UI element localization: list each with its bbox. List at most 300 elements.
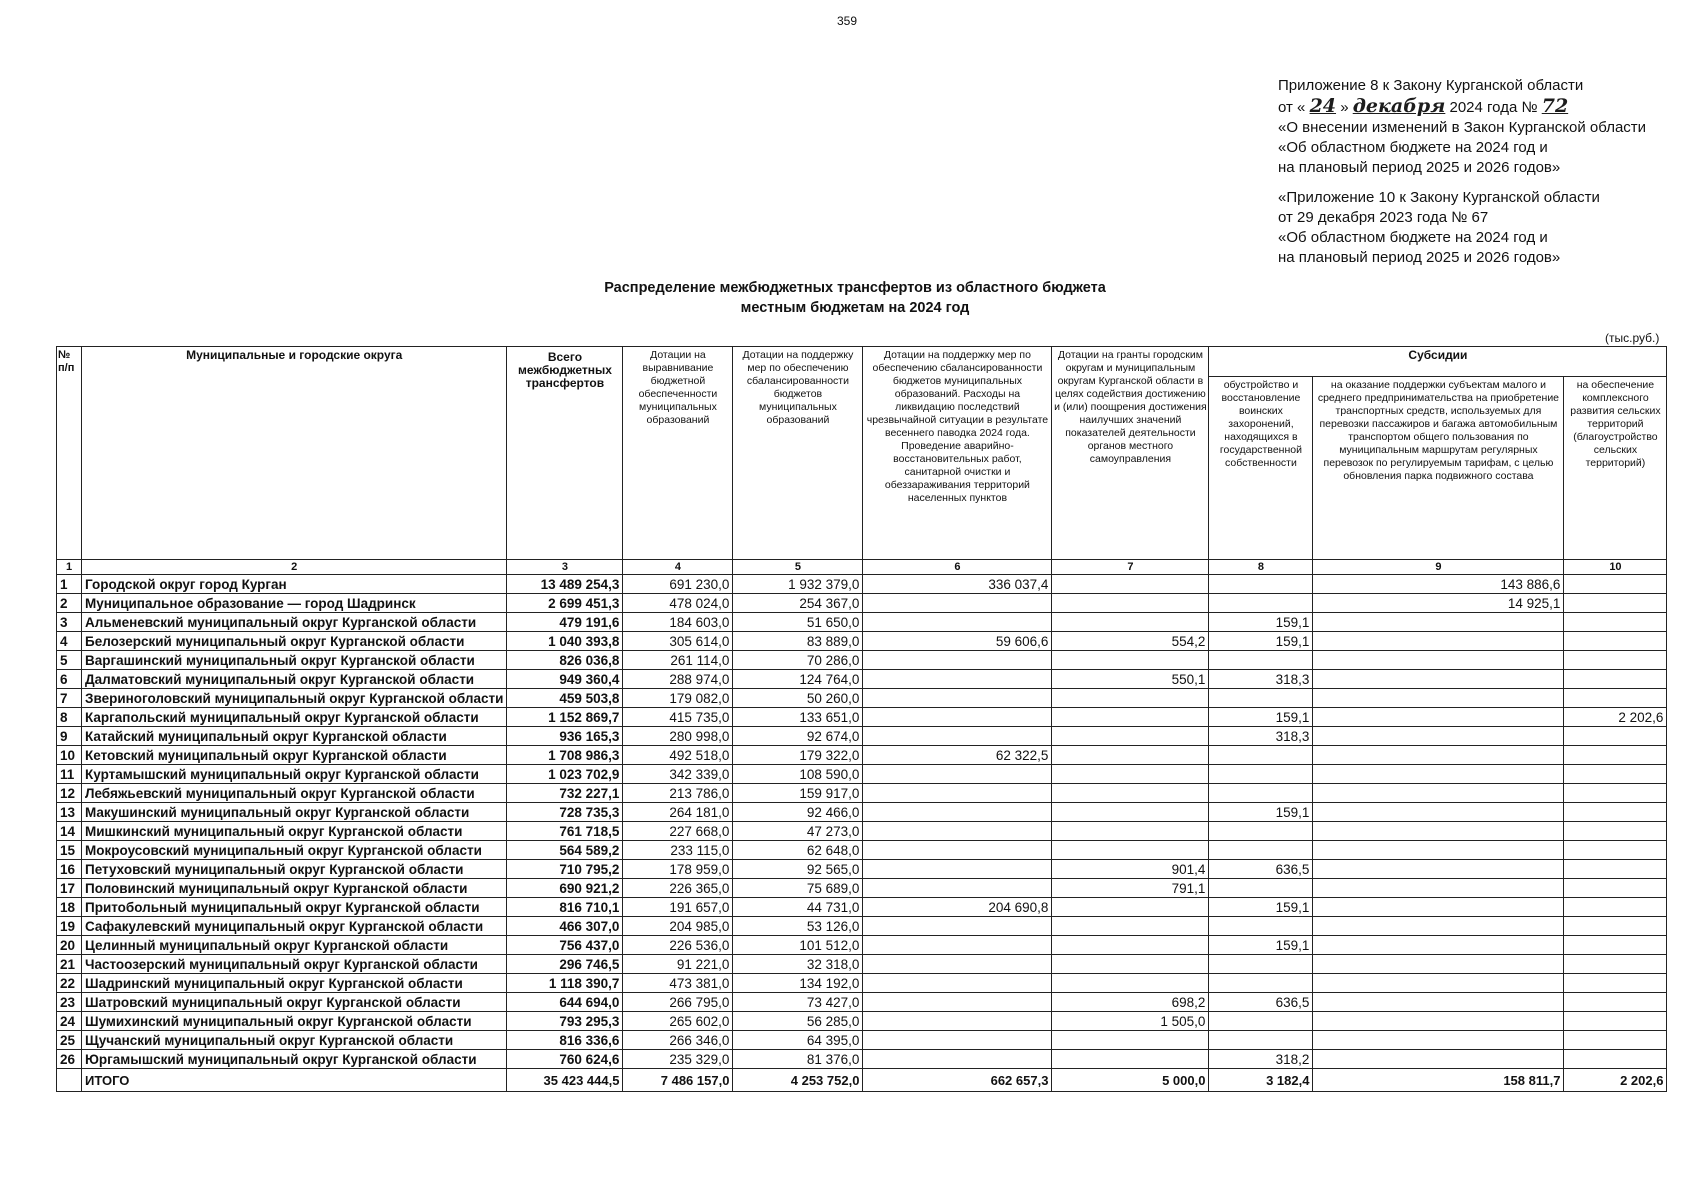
- district-name: Мокроусовский муниципальный округ Курганской области: [82, 841, 507, 860]
- district-name: Макушинский муниципальный округ Курганской области: [82, 803, 507, 822]
- table-row: [57, 594, 1667, 613]
- amount-cell: [1313, 613, 1564, 632]
- amount-cell: 473 381,0: [623, 974, 733, 993]
- district-name: Далматовский муниципальный округ Курганской области: [82, 670, 507, 689]
- appendix-line-5: на плановый период 2025 и 2026 годов»: [1278, 159, 1561, 176]
- amount-cell: [1209, 822, 1313, 841]
- row-number: 22: [57, 974, 82, 993]
- amount-cell: 134 192,0: [733, 974, 863, 993]
- col-number: 6: [863, 560, 1052, 575]
- total-transfers-cell: 826 036,8: [507, 651, 623, 670]
- total-transfers-cell: 761 718,5: [507, 822, 623, 841]
- amount-cell: [1313, 822, 1564, 841]
- row-number: 4: [57, 632, 82, 651]
- amount-cell: 81 376,0: [733, 1050, 863, 1069]
- amount-cell: [863, 993, 1052, 1012]
- amount-cell: 133 651,0: [733, 708, 863, 727]
- amount-cell: 280 998,0: [623, 727, 733, 746]
- amount-cell: [863, 822, 1052, 841]
- row-number: 6: [57, 670, 82, 689]
- header-total: Всего межбюджетных трансфертов: [507, 347, 623, 560]
- amount-cell: 636,5: [1209, 993, 1313, 1012]
- totals-cell: 3 182,4: [1209, 1069, 1313, 1092]
- district-name: Варгашинский муниципальный округ Курганской области: [82, 651, 507, 670]
- amount-cell: [1052, 955, 1209, 974]
- amount-cell: 91 221,0: [623, 955, 733, 974]
- total-transfers-cell: 1 708 986,3: [507, 746, 623, 765]
- amount-cell: 342 339,0: [623, 765, 733, 784]
- amount-cell: 318,3: [1209, 670, 1313, 689]
- amount-cell: 53 126,0: [733, 917, 863, 936]
- col-number: 1: [57, 560, 82, 575]
- appendix-line-3: «О внесении изменений в Закон Курганской области: [1278, 119, 1647, 136]
- amount-cell: [863, 917, 1052, 936]
- row-number: 20: [57, 936, 82, 955]
- district-name: Половинский муниципальный округ Курганской области: [82, 879, 507, 898]
- amount-cell: 264 181,0: [623, 803, 733, 822]
- amount-cell: 691 230,0: [623, 575, 733, 594]
- total-transfers-cell: 816 336,6: [507, 1031, 623, 1050]
- district-name: Белозерский муниципальный округ Курганской области: [82, 632, 507, 651]
- totals-cell: 2 202,6: [1564, 1069, 1667, 1092]
- amount-cell: [1313, 708, 1564, 727]
- header-col-9: на оказание поддержки субъектам малого и среднего предпринимательства на приобретение транспортных средств, используемых для перевозки пассажиров и багажа автомобильным транспортом общего пользования по муниципальным маршрутам регулярных перевозок по регулируемым тарифам, с целью обновления парка подвижного состава: [1313, 377, 1564, 560]
- row-number: 3: [57, 613, 82, 632]
- total-transfers-cell: 479 191,6: [507, 613, 623, 632]
- totals-cell: [57, 1069, 82, 1092]
- total-transfers-cell: 728 735,3: [507, 803, 623, 822]
- appendix-line-4: «Об областном бюджете на 2024 год и: [1278, 139, 1548, 156]
- table-row: [57, 936, 1667, 955]
- amount-cell: 159,1: [1209, 708, 1313, 727]
- amount-cell: [1313, 917, 1564, 936]
- amount-cell: [863, 803, 1052, 822]
- total-transfers-cell: 1 118 390,7: [507, 974, 623, 993]
- amount-cell: [1564, 993, 1667, 1012]
- amount-cell: 2 202,6: [1564, 708, 1667, 727]
- amount-cell: 492 518,0: [623, 746, 733, 765]
- amount-cell: 254 367,0: [733, 594, 863, 613]
- table-row: [57, 727, 1667, 746]
- amount-cell: [1313, 974, 1564, 993]
- row-number: 2: [57, 594, 82, 613]
- amount-cell: 178 959,0: [623, 860, 733, 879]
- amount-cell: 265 602,0: [623, 1012, 733, 1031]
- totals-cell: 35 423 444,5: [507, 1069, 623, 1092]
- amount-cell: [1209, 955, 1313, 974]
- table-row: [57, 689, 1667, 708]
- district-name: Шатровский муниципальный округ Курганской области: [82, 993, 507, 1012]
- amount-cell: [1564, 803, 1667, 822]
- amount-cell: [863, 1012, 1052, 1031]
- col-number: 3: [507, 560, 623, 575]
- table-row: [57, 670, 1667, 689]
- amount-cell: 288 974,0: [623, 670, 733, 689]
- amount-cell: 184 603,0: [623, 613, 733, 632]
- table-row: [57, 841, 1667, 860]
- totals-cell: 4 253 752,0: [733, 1069, 863, 1092]
- row-number: 1: [57, 575, 82, 594]
- document-title: [0, 278, 1694, 318]
- amount-cell: 101 512,0: [733, 936, 863, 955]
- col-number: 8: [1209, 560, 1313, 575]
- amount-cell: [1052, 974, 1209, 993]
- amount-cell: [1052, 765, 1209, 784]
- row-number: 23: [57, 993, 82, 1012]
- amount-cell: [1209, 1031, 1313, 1050]
- amount-cell: [863, 651, 1052, 670]
- amount-cell: [1052, 594, 1209, 613]
- total-transfers-cell: 564 589,2: [507, 841, 623, 860]
- amount-cell: [1313, 993, 1564, 1012]
- amount-cell: [1052, 746, 1209, 765]
- appendix-2-line-1: «Приложение 10 к Закону Курганской области: [1278, 189, 1600, 206]
- amount-cell: [1313, 955, 1564, 974]
- amount-cell: [1313, 1031, 1564, 1050]
- amount-cell: [1564, 632, 1667, 651]
- col-number: 7: [1052, 560, 1209, 575]
- col-number: 5: [733, 560, 863, 575]
- amount-cell: [1564, 860, 1667, 879]
- amount-cell: 791,1: [1052, 879, 1209, 898]
- amount-cell: [1313, 1012, 1564, 1031]
- amount-cell: [1209, 841, 1313, 860]
- total-transfers-cell: 296 746,5: [507, 955, 623, 974]
- amount-cell: [1052, 1031, 1209, 1050]
- district-name: Сафакулевский муниципальный округ Курганской области: [82, 917, 507, 936]
- amount-cell: 235 329,0: [623, 1050, 733, 1069]
- total-transfers-cell: 1 040 393,8: [507, 632, 623, 651]
- handwritten-law-number: 72: [1541, 95, 1569, 117]
- row-number: 11: [57, 765, 82, 784]
- amount-cell: 261 114,0: [623, 651, 733, 670]
- amount-cell: [863, 1031, 1052, 1050]
- amount-cell: 318,2: [1209, 1050, 1313, 1069]
- amount-cell: [1052, 803, 1209, 822]
- page-number: 359: [836, 14, 858, 28]
- amount-cell: 226 536,0: [623, 936, 733, 955]
- amount-cell: 478 024,0: [623, 594, 733, 613]
- amount-cell: [1564, 746, 1667, 765]
- table-row: [57, 822, 1667, 841]
- appendix-2-block: [1278, 188, 1600, 268]
- amount-cell: [1209, 784, 1313, 803]
- totals-label: ИТОГО: [82, 1069, 507, 1092]
- amount-cell: 73 427,0: [733, 993, 863, 1012]
- amount-cell: [1209, 1012, 1313, 1031]
- table-row: [57, 575, 1667, 594]
- amount-cell: 698,2: [1052, 993, 1209, 1012]
- amount-cell: 14 925,1: [1313, 594, 1564, 613]
- appendix-2-line-3: «Об областном бюджете на 2024 год и: [1278, 229, 1548, 246]
- district-name: Петуховский муниципальный округ Курганской области: [82, 860, 507, 879]
- amount-cell: 204 690,8: [863, 898, 1052, 917]
- amount-cell: 159,1: [1209, 803, 1313, 822]
- amount-cell: 92 674,0: [733, 727, 863, 746]
- district-name: Кетовский муниципальный округ Курганской области: [82, 746, 507, 765]
- amount-cell: 159,1: [1209, 613, 1313, 632]
- amount-cell: [1564, 575, 1667, 594]
- amount-cell: [863, 860, 1052, 879]
- amount-cell: [1564, 670, 1667, 689]
- amount-cell: 70 286,0: [733, 651, 863, 670]
- amount-cell: [1313, 879, 1564, 898]
- amount-cell: 233 115,0: [623, 841, 733, 860]
- amount-cell: [863, 936, 1052, 955]
- amount-cell: [1313, 936, 1564, 955]
- amount-cell: [1313, 841, 1564, 860]
- total-transfers-cell: 816 710,1: [507, 898, 623, 917]
- totals-cell: 662 657,3: [863, 1069, 1052, 1092]
- amount-cell: [863, 955, 1052, 974]
- amount-cell: [1209, 974, 1313, 993]
- units-label: (тыс.руб.): [1605, 331, 1660, 345]
- date-year: 2024 года №: [1449, 99, 1538, 116]
- totals-cell: 158 811,7: [1313, 1069, 1564, 1092]
- amount-cell: 83 889,0: [733, 632, 863, 651]
- amount-cell: 415 735,0: [623, 708, 733, 727]
- amount-cell: [1052, 708, 1209, 727]
- col-number: 10: [1564, 560, 1667, 575]
- amount-cell: 124 764,0: [733, 670, 863, 689]
- table-row: [57, 708, 1667, 727]
- district-name: Муниципальное образование — город Шадринск: [82, 594, 507, 613]
- amount-cell: 50 260,0: [733, 689, 863, 708]
- district-name: Юргамышский муниципальный округ Курганской области: [82, 1050, 507, 1069]
- amount-cell: 336 037,4: [863, 575, 1052, 594]
- amount-cell: [1564, 1012, 1667, 1031]
- amount-cell: 636,5: [1209, 860, 1313, 879]
- amount-cell: [1052, 613, 1209, 632]
- amount-cell: [1209, 765, 1313, 784]
- amount-cell: 64 395,0: [733, 1031, 863, 1050]
- title-line-1: Распределение межбюджетных трансфертов из областного бюджета: [604, 280, 1106, 296]
- header-col-6: Дотации на поддержку мер по обеспечению сбалансированности бюджетов муниципальных образований. Расходы на ликвидацию последствий чрезвычайной ситуации в результате весеннего паводка 2024 года. Проведение аварийно-восстановительных работ, санитарной очистки и обеззараживания территорий населенных пунктов: [863, 347, 1052, 560]
- amount-cell: [1052, 898, 1209, 917]
- table-row: [57, 1012, 1667, 1031]
- totals-row: [57, 1069, 1667, 1092]
- amount-cell: [1313, 898, 1564, 917]
- amount-cell: [863, 765, 1052, 784]
- amount-cell: [863, 708, 1052, 727]
- amount-cell: [1052, 822, 1209, 841]
- amount-cell: [1564, 917, 1667, 936]
- header-name: Муниципальные и городские округа: [82, 347, 507, 560]
- amount-cell: [1564, 822, 1667, 841]
- amount-cell: 159,1: [1209, 632, 1313, 651]
- amount-cell: 92 466,0: [733, 803, 863, 822]
- amount-cell: [1313, 803, 1564, 822]
- total-transfers-cell: 644 694,0: [507, 993, 623, 1012]
- amount-cell: [1564, 651, 1667, 670]
- amount-cell: [1209, 689, 1313, 708]
- total-transfers-cell: 690 921,2: [507, 879, 623, 898]
- amount-cell: [1564, 689, 1667, 708]
- amount-cell: [1564, 936, 1667, 955]
- amount-cell: [1209, 746, 1313, 765]
- district-name: Катайский муниципальный округ Курганской области: [82, 727, 507, 746]
- amount-cell: [863, 1050, 1052, 1069]
- row-number: 8: [57, 708, 82, 727]
- amount-cell: 554,2: [1052, 632, 1209, 651]
- appendix-line-1: Приложение 8 к Закону Курганской области: [1278, 77, 1584, 94]
- table-row: [57, 993, 1667, 1012]
- amount-cell: 92 565,0: [733, 860, 863, 879]
- table-body: [57, 575, 1667, 1069]
- total-transfers-cell: 936 165,3: [507, 727, 623, 746]
- amount-cell: [1564, 1050, 1667, 1069]
- amount-cell: [1052, 784, 1209, 803]
- amount-cell: [863, 727, 1052, 746]
- amount-cell: 1 505,0: [1052, 1012, 1209, 1031]
- date-mid: »: [1340, 99, 1349, 116]
- amount-cell: [1052, 936, 1209, 955]
- amount-cell: 75 689,0: [733, 879, 863, 898]
- table-row: [57, 784, 1667, 803]
- table-row: [57, 1031, 1667, 1050]
- amount-cell: [1313, 784, 1564, 803]
- amount-cell: [863, 594, 1052, 613]
- row-number: 17: [57, 879, 82, 898]
- appendix-2-line-2: от 29 декабря 2023 года № 67: [1278, 209, 1489, 226]
- total-transfers-cell: 760 624,6: [507, 1050, 623, 1069]
- appendix-date-line: [1278, 96, 1646, 118]
- amount-cell: [863, 841, 1052, 860]
- table-row: [57, 803, 1667, 822]
- amount-cell: [1209, 651, 1313, 670]
- district-name: Городской округ город Курган: [82, 575, 507, 594]
- table-row: [57, 879, 1667, 898]
- amount-cell: [1052, 727, 1209, 746]
- amount-cell: 159,1: [1209, 898, 1313, 917]
- amount-cell: 213 786,0: [623, 784, 733, 803]
- amount-cell: [863, 613, 1052, 632]
- amount-cell: 56 285,0: [733, 1012, 863, 1031]
- amount-cell: [1564, 765, 1667, 784]
- table-row: [57, 898, 1667, 917]
- total-transfers-cell: 710 795,2: [507, 860, 623, 879]
- handwritten-month: декабря: [1352, 95, 1446, 117]
- amount-cell: 62 322,5: [863, 746, 1052, 765]
- amount-cell: [1052, 651, 1209, 670]
- amount-cell: [863, 879, 1052, 898]
- row-number: 18: [57, 898, 82, 917]
- district-name: Целинный муниципальный округ Курганской области: [82, 936, 507, 955]
- district-name: Мишкинский муниципальный округ Курганской области: [82, 822, 507, 841]
- district-name: Звериноголовский муниципальный округ Курганской области: [82, 689, 507, 708]
- amount-cell: [1564, 727, 1667, 746]
- row-number: 19: [57, 917, 82, 936]
- amount-cell: 62 648,0: [733, 841, 863, 860]
- row-number: 5: [57, 651, 82, 670]
- district-name: Притобольный муниципальный округ Курганской области: [82, 898, 507, 917]
- table-row: [57, 860, 1667, 879]
- amount-cell: 179 322,0: [733, 746, 863, 765]
- district-name: Шадринский муниципальный округ Курганской области: [82, 974, 507, 993]
- amount-cell: [1209, 575, 1313, 594]
- header-num: № п/п: [57, 347, 82, 560]
- amount-cell: 47 273,0: [733, 822, 863, 841]
- handwritten-day: 24: [1309, 95, 1337, 117]
- amount-cell: [1313, 632, 1564, 651]
- row-number: 13: [57, 803, 82, 822]
- row-number: 9: [57, 727, 82, 746]
- amount-cell: 32 318,0: [733, 955, 863, 974]
- amount-cell: [1564, 841, 1667, 860]
- amount-cell: [863, 784, 1052, 803]
- amount-cell: [1052, 917, 1209, 936]
- appendix-block: [1278, 76, 1646, 178]
- table-row: [57, 746, 1667, 765]
- amount-cell: [1052, 689, 1209, 708]
- district-name: Каргапольский муниципальный округ Курганской области: [82, 708, 507, 727]
- district-name: Частоозерский муниципальный округ Курганской области: [82, 955, 507, 974]
- row-number: 26: [57, 1050, 82, 1069]
- header-col-7: Дотации на гранты городским округам и муниципальным округам Курганской области в целях содействия достижению и (или) поощрения достижения наилучших значений показателей деятельности органов местного самоуправления: [1052, 347, 1209, 560]
- amount-cell: [1564, 974, 1667, 993]
- total-transfers-cell: 756 437,0: [507, 936, 623, 955]
- amount-cell: [1564, 613, 1667, 632]
- amount-cell: [1209, 917, 1313, 936]
- table-row: [57, 613, 1667, 632]
- totals-cell: 7 486 157,0: [623, 1069, 733, 1092]
- amount-cell: 179 082,0: [623, 689, 733, 708]
- table-row: [57, 651, 1667, 670]
- amount-cell: 226 365,0: [623, 879, 733, 898]
- amount-cell: [1313, 689, 1564, 708]
- amount-cell: [1209, 879, 1313, 898]
- total-transfers-cell: 13 489 254,3: [507, 575, 623, 594]
- amount-cell: [1209, 594, 1313, 613]
- total-transfers-cell: 1 023 702,9: [507, 765, 623, 784]
- amount-cell: 108 590,0: [733, 765, 863, 784]
- total-transfers-cell: 793 295,3: [507, 1012, 623, 1031]
- row-number: 16: [57, 860, 82, 879]
- table-row: [57, 974, 1667, 993]
- amount-cell: [1313, 1050, 1564, 1069]
- row-number: 12: [57, 784, 82, 803]
- title-line-2: местным бюджетам на 2024 год: [740, 300, 970, 316]
- district-name: Альменевский муниципальный округ Курганской области: [82, 613, 507, 632]
- amount-cell: [1564, 898, 1667, 917]
- table-row: [57, 765, 1667, 784]
- amount-cell: [1313, 746, 1564, 765]
- col-number: 9: [1313, 560, 1564, 575]
- amount-cell: [1564, 955, 1667, 974]
- row-number: 25: [57, 1031, 82, 1050]
- total-transfers-cell: 949 360,4: [507, 670, 623, 689]
- amount-cell: [863, 974, 1052, 993]
- district-name: Куртамышский муниципальный округ Курганской области: [82, 765, 507, 784]
- header-col-10: на обеспечение комплексного развития сельских территорий (благоустройство сельских территорий): [1564, 377, 1667, 560]
- row-number: 15: [57, 841, 82, 860]
- district-name: Шумихинский муниципальный округ Курганской области: [82, 1012, 507, 1031]
- amount-cell: 51 650,0: [733, 613, 863, 632]
- amount-cell: [1313, 727, 1564, 746]
- amount-cell: [1313, 765, 1564, 784]
- totals-cell: 5 000,0: [1052, 1069, 1209, 1092]
- header-col-8: обустройство и восстановление воинских захоронений, находящихся в государственной собственности: [1209, 377, 1313, 560]
- total-transfers-cell: 459 503,8: [507, 689, 623, 708]
- amount-cell: [1313, 670, 1564, 689]
- amount-cell: [1564, 594, 1667, 613]
- amount-cell: [1564, 879, 1667, 898]
- row-number: 14: [57, 822, 82, 841]
- table-row: [57, 632, 1667, 651]
- total-transfers-cell: 1 152 869,7: [507, 708, 623, 727]
- header-col-4: Дотации на выравнивание бюджетной обеспеченности муниципальных образований: [623, 347, 733, 560]
- amount-cell: [863, 689, 1052, 708]
